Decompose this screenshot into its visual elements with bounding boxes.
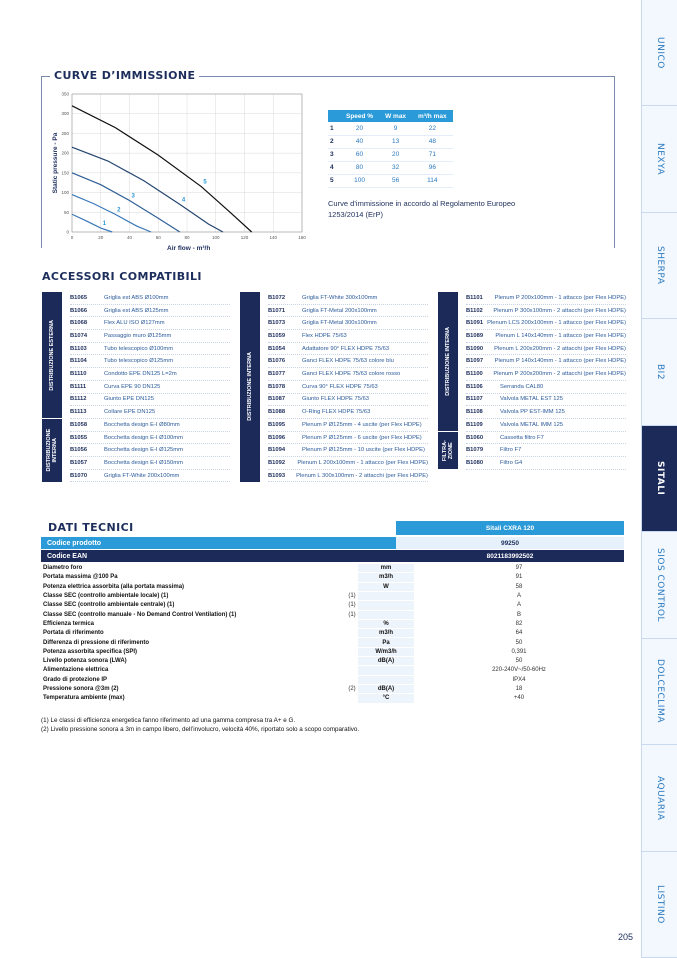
tech-unit: m3/h — [358, 573, 414, 581]
tech-value: IPX4 — [512, 676, 526, 683]
tech-value: A — [516, 593, 521, 600]
y-tick-label: 150 — [61, 170, 69, 176]
accessory-code: B1054 — [268, 345, 286, 352]
accessory-description: Valvola METAL EST 125 — [500, 396, 563, 403]
tab-bi2[interactable] — [642, 319, 677, 425]
category-band — [42, 419, 62, 482]
footnote-1: (1) Le classi di efficienza energetica fanno riferimento ad una gamma compresa tra A+ e G. — [41, 717, 296, 724]
tech-row — [41, 629, 624, 637]
accessory-row — [466, 406, 626, 419]
accessory-code: B1110 — [70, 371, 87, 378]
tech-value: 50 — [515, 658, 523, 665]
category-label: DISTRIBUZIONE INTERNA — [445, 326, 451, 396]
speed-cell: 20 — [379, 148, 412, 161]
series-label: 2 — [117, 207, 121, 214]
accessory-description: Griglia FT-White 300x100mm — [302, 294, 378, 301]
y-tick-label: 50 — [63, 209, 69, 215]
x-tick-label: 120 — [240, 235, 249, 240]
accessory-row — [466, 305, 626, 318]
accessories-title: ACCESSORI COMPATIBILI — [42, 270, 202, 283]
tech-value: 82 — [515, 620, 523, 627]
category-label: FILTRA-ZIONE — [442, 439, 454, 461]
tab-label: AQUARIA — [655, 775, 665, 821]
speed-cell: 40 — [340, 135, 379, 148]
accessory-description: Filtro G4 — [500, 459, 523, 466]
tech-row — [41, 694, 624, 702]
accessory-row — [70, 419, 230, 432]
accessory-code: B1107 — [466, 396, 483, 403]
speed-table-header: Speed % — [340, 110, 379, 122]
tech-value: 220-240V~/50-60Hz — [492, 667, 546, 674]
accessory-row — [70, 406, 230, 419]
accessory-description: Bocchetta design E-I Ø125mm — [104, 447, 183, 454]
accessory-description: Plenum P 200x100mm - 1 attacco (per Flex HDPE) — [494, 294, 626, 301]
model-header: Sitali CXRA 120 — [396, 521, 624, 535]
y-axis-label: Static pressure - Pa — [52, 132, 59, 194]
speed-level: 4 — [328, 161, 340, 174]
accessory-code: B1088 — [268, 409, 286, 416]
accessory-row — [70, 330, 230, 343]
accessory-code: B1090 — [466, 345, 484, 352]
accessory-code: B1056 — [70, 447, 88, 454]
accessory-description: Tubo telescopico Ø100mm — [104, 345, 174, 352]
tab-sherpa[interactable] — [642, 213, 677, 319]
accessory-row — [268, 406, 428, 419]
product-code-label: Codice prodotto — [41, 537, 396, 549]
accessory-code: B1089 — [466, 332, 484, 339]
tech-note: (1) — [348, 593, 356, 600]
accessory-description: Plenum P Ø125mm - 4 uscite (per Flex HDPE) — [302, 421, 422, 428]
tech-label: Diametro foro — [43, 565, 83, 572]
accessory-row — [268, 330, 428, 343]
accessory-row — [268, 457, 428, 470]
tech-unit: mm — [358, 564, 414, 572]
accessory-code: B1074 — [70, 332, 88, 339]
y-tick-label: 350 — [61, 91, 69, 97]
tech-label: Livello potenza sonora (LWA) — [43, 658, 127, 665]
ean-value: 8021183992502 — [396, 550, 624, 562]
accessory-description: Serranda CAL80 — [500, 383, 544, 390]
speed-table-corner — [328, 110, 340, 122]
accessory-description: Plenum P 140x140mm - 1 attacco (per Flex HDPE) — [494, 358, 626, 365]
series-line-5 — [72, 106, 252, 232]
accessory-row — [70, 356, 230, 369]
accessory-row — [70, 381, 230, 394]
speed-table-header: W max — [379, 110, 412, 122]
tech-row — [41, 573, 624, 581]
accessory-description: Griglia est ABS Ø100mm — [104, 294, 169, 301]
accessory-row — [268, 317, 428, 330]
tech-value: 58 — [515, 583, 523, 590]
accessory-row — [70, 457, 230, 470]
accessory-code: B1092 — [268, 459, 286, 466]
accessory-description: Condotto EPE DN125 L=2m — [104, 371, 177, 378]
tech-label: Potenza assorbita specifica (SPI) — [43, 648, 138, 655]
tab-label: DOLCECLIMA — [655, 659, 665, 724]
accessory-description: Cassetta filtro F7 — [500, 434, 544, 441]
tab-sitali[interactable] — [642, 426, 677, 532]
tech-value: 64 — [515, 630, 523, 637]
speed-cell: 20 — [340, 122, 379, 135]
accessory-description: Griglia est ABS Ø125mm — [104, 307, 169, 314]
accessory-row — [70, 470, 230, 483]
speed-cell: 32 — [379, 161, 412, 174]
tech-unit — [358, 676, 414, 684]
speed-level: 5 — [328, 174, 340, 187]
speed-row — [328, 122, 453, 135]
accessory-description: Flex HDPE 75/63 — [302, 332, 347, 339]
accessory-description: Curva 90° FLEX HDPE 75/63 — [302, 383, 378, 390]
footnotes — [41, 716, 359, 734]
tech-label: Potenza elettrica assorbita (alla portata massima) — [43, 583, 185, 590]
tab-label: UNICO — [655, 36, 665, 69]
tech-label: Portata massima @100 Pa — [43, 574, 118, 581]
accessory-description: Passaggio muro Ø125mm — [104, 332, 172, 339]
accessory-code: B1071 — [268, 307, 286, 314]
accessory-code: B1058 — [70, 421, 88, 428]
series-line-2 — [72, 195, 151, 232]
accessory-description: Griglia FT-Metal 300x100mm — [302, 320, 377, 327]
tech-value: A — [516, 602, 521, 609]
speed-row — [328, 161, 453, 174]
tech-title: DATI TECNICI — [48, 521, 134, 534]
tab-label: LISTINO — [655, 884, 665, 924]
accessory-description: Plenum LCS 200x100mm - 1 attacco (per Flex HDPE) — [487, 320, 626, 327]
tab-label: BI2 — [655, 364, 665, 381]
tech-row — [41, 620, 624, 628]
accessory-code: B1072 — [268, 294, 286, 301]
accessory-description: Plenum P 200x200mm - 2 attacchi (per Flex HDPE) — [493, 371, 626, 378]
accessory-code: B1112 — [70, 396, 87, 403]
accessory-row — [466, 419, 626, 432]
tech-row — [41, 611, 624, 619]
accessory-description: Curva EPE 90 DN125 — [104, 383, 161, 390]
tech-unit: Pa — [358, 638, 414, 646]
accessory-code: B1073 — [268, 320, 286, 327]
tab-label: SIOS CONTROL — [655, 547, 665, 622]
tech-label: Pressione sonora @3m (2) — [43, 686, 119, 693]
accessory-row — [268, 381, 428, 394]
accessory-code: B1103 — [70, 345, 87, 352]
x-tick-label: 0 — [70, 235, 74, 240]
accessory-description: O-Ring FLEX HDPE 75/63 — [302, 409, 371, 416]
accessory-row — [268, 394, 428, 407]
tab-dolceclima[interactable] — [642, 639, 677, 745]
tech-unit — [358, 666, 414, 674]
accessory-description: Giunto EPE DN125 — [104, 396, 154, 403]
accessory-description: Plenum P Ø125mm - 10 uscite (per Flex HDPE) — [302, 447, 425, 454]
tab-label: SITALI — [655, 461, 665, 496]
tech-unit: W — [358, 583, 414, 591]
accessory-row — [268, 419, 428, 432]
tech-label: Grado di protezione IP — [43, 676, 108, 683]
tech-row — [41, 657, 624, 665]
accessory-row — [466, 343, 626, 356]
accessory-description: Tubo telescopico Ø125mm — [104, 358, 174, 365]
y-tick-label: 200 — [61, 150, 69, 156]
accessory-code: B1079 — [466, 447, 484, 454]
accessory-code: B1106 — [466, 383, 483, 390]
series-line-4 — [72, 147, 223, 232]
accessory-description: Bocchetta design E-I Ø150mm — [104, 459, 183, 466]
x-tick-label: 80 — [184, 235, 190, 240]
category-label: DISTRIBUZIONE ESTERNA — [49, 319, 55, 391]
tech-label: Differenza di pressione di riferimento — [43, 639, 150, 646]
accessory-row — [268, 368, 428, 381]
accessory-description: Filtro F7 — [500, 447, 522, 454]
tech-row — [41, 648, 624, 656]
tech-label: Classe SEC (controllo ambientale centrale) (1) — [43, 602, 175, 609]
speed-cell: 13 — [379, 135, 412, 148]
accessory-row — [466, 292, 626, 305]
speed-cell: 114 — [412, 174, 453, 187]
speed-cell: 9 — [379, 122, 412, 135]
accessory-code: B1059 — [268, 332, 286, 339]
tab-listino[interactable] — [642, 852, 677, 958]
accessory-description: Griglia FT-White 200x100mm — [104, 472, 180, 479]
accessory-code: B1104 — [70, 358, 87, 365]
accessory-code: B1065 — [70, 294, 88, 301]
accessory-description: Adattatore 90° FLEX HDPE 75/63 — [302, 345, 390, 352]
tech-value: 18 — [515, 686, 523, 693]
tech-note: (1) — [348, 602, 356, 609]
footnote-2: (2) Livello pressione sonora a 3m in campo libero, dell’involucro, velocità 40%, riportato solo a scopo comparativo. — [41, 726, 360, 733]
accessory-code: B1066 — [70, 307, 88, 314]
accessory-code: B1101 — [466, 294, 483, 301]
tech-value: +40 — [513, 695, 525, 702]
accessory-description: Valvola METAL IMM 125 — [500, 421, 564, 428]
speed-level: 3 — [328, 148, 340, 161]
tab-sios-control[interactable] — [642, 532, 677, 638]
accessory-description: Bocchetta design E-I Ø100mm — [104, 434, 183, 441]
tech-row — [41, 583, 624, 591]
accessory-description: Plenum L 200x200mm - 2 attacchi (per Flex HDPE) — [494, 345, 626, 352]
tech-unit — [358, 611, 414, 619]
accessory-row — [466, 432, 626, 445]
accessory-code: B1108 — [466, 409, 483, 416]
accessory-row — [70, 394, 230, 407]
category-band — [42, 292, 62, 418]
tech-row — [41, 676, 624, 684]
curve-title: CURVE D’IMMISSIONE — [50, 69, 199, 82]
series-label: 4 — [181, 197, 186, 204]
speed-level: 2 — [328, 135, 340, 148]
accessory-row — [466, 330, 626, 343]
x-tick-label: 160 — [298, 235, 306, 240]
accessory-row — [268, 470, 428, 483]
accessory-description: Plenum L 140x140mm - 1 attacco (per Flex HDPE) — [495, 332, 626, 339]
tech-unit — [358, 601, 414, 609]
accessory-row — [466, 368, 626, 381]
accessory-code: B1097 — [466, 358, 484, 365]
accessory-code: B1109 — [466, 421, 483, 428]
x-tick-label: 140 — [269, 235, 278, 240]
tech-unit: % — [358, 620, 414, 628]
y-tick-label: 250 — [61, 130, 69, 136]
x-axis-label: Air flow - m³/h — [167, 245, 211, 252]
category-label: DISTRIBUZIONE INTERNA — [247, 352, 253, 422]
accessory-row — [70, 317, 230, 330]
tech-label: Classe SEC (controllo manuale - No Demand Control Ventilation) (1) — [43, 611, 237, 618]
ean-label: Codice EAN — [41, 550, 396, 562]
accessory-description: Plenum P 300x100mm - 2 attacchi (per Flex HDPE) — [493, 307, 626, 314]
speed-row — [328, 148, 453, 161]
tech-note: (1) — [348, 611, 356, 618]
accessory-description: Griglia FT-Metal 200x100mm — [302, 307, 377, 314]
x-tick-label: 100 — [211, 235, 220, 240]
tech-row — [41, 638, 624, 646]
speed-cell: 56 — [379, 174, 412, 187]
speed-cell: 100 — [340, 174, 379, 187]
accessory-description: Flex ALU ISO Ø127mm — [104, 320, 165, 327]
tech-value: 0,391 — [511, 648, 527, 655]
accessory-code: B1093 — [268, 472, 286, 479]
category-label: DISTRIBUZIONE INTERNA — [46, 428, 58, 472]
accessory-description: Plenum L 300x100mm - 2 attacchi (per Flex HDPE) — [296, 472, 428, 479]
tech-label: Alimentazione elettrica — [43, 667, 109, 674]
page-number: 205 — [618, 932, 634, 942]
category-band — [240, 292, 260, 482]
category-band — [438, 432, 458, 469]
speed-cell: 80 — [340, 161, 379, 174]
tech-unit: dB(A) — [358, 657, 414, 665]
x-tick-label: 60 — [155, 235, 161, 240]
accessory-row — [70, 292, 230, 305]
y-tick-label: 300 — [61, 111, 69, 117]
tech-value: 97 — [515, 565, 523, 572]
accessory-code: B1091 — [466, 320, 484, 327]
x-tick-label: 40 — [126, 235, 133, 240]
accessory-code: B1102 — [466, 307, 483, 314]
y-tick-label: 0 — [66, 229, 69, 235]
accessory-description: Ganci FLEX HDPE 75/63 colore blu — [302, 358, 394, 365]
tech-value: 50 — [515, 639, 523, 646]
series-label: 5 — [203, 179, 207, 186]
accessory-code: B1087 — [268, 396, 286, 403]
accessory-description: Collare EPE DN125 — [104, 409, 156, 416]
accessory-row — [70, 444, 230, 457]
accessory-row — [268, 432, 428, 445]
accessory-code: B1077 — [268, 371, 286, 378]
accessory-code: B1057 — [70, 459, 88, 466]
tab-aquaria[interactable] — [642, 745, 677, 851]
tech-label: Efficienza termica — [43, 620, 95, 627]
accessory-description: Valvola PP EST-IMM 125 — [500, 409, 565, 416]
tech-row — [41, 592, 624, 600]
tech-row — [41, 666, 624, 674]
tab-label: SHERPA — [655, 246, 665, 285]
speed-table-header: m³/h max — [412, 110, 453, 122]
tech-note: (2) — [348, 686, 356, 693]
speed-row — [328, 135, 453, 148]
accessory-code: B1100 — [466, 371, 483, 378]
tech-unit: dB(A) — [358, 685, 414, 693]
accessory-description: Plenum P Ø125mm - 6 uscite (per Flex HDPE) — [302, 434, 422, 441]
series-label: 3 — [131, 193, 135, 200]
accessory-row — [268, 444, 428, 457]
accessory-row — [268, 356, 428, 369]
accessory-code: B1076 — [268, 358, 286, 365]
section-tabs — [641, 0, 677, 958]
tab-nexya[interactable] — [642, 106, 677, 212]
series-line-3 — [72, 173, 180, 232]
tech-row — [41, 564, 624, 572]
tech-unit: W/m3/h — [358, 648, 414, 656]
tab-unico[interactable] — [642, 0, 677, 106]
tech-value: 91 — [515, 574, 523, 581]
accessory-code: B1111 — [70, 383, 87, 390]
accessory-code: B1060 — [466, 434, 484, 441]
tech-row — [41, 685, 624, 693]
tech-unit: °C — [358, 694, 414, 702]
y-tick-label: 100 — [61, 190, 69, 196]
accessory-code: B1095 — [268, 421, 286, 428]
accessory-row — [466, 457, 626, 470]
tab-label: NEXYA — [655, 143, 665, 176]
tech-value: B — [516, 611, 521, 618]
accessory-code: B1068 — [70, 320, 88, 327]
speed-cell: 22 — [412, 122, 453, 135]
accessory-description: Plenum L 200x100mm - 1 attacco (per Flex HDPE) — [297, 459, 428, 466]
accessory-row — [466, 356, 626, 369]
accessory-row — [466, 394, 626, 407]
accessory-code: B1080 — [466, 459, 484, 466]
curve-note: Curve d’immissione in accordo al Regolamento Europeo 1253/2014 (ErP) — [328, 199, 516, 219]
accessory-row — [70, 343, 230, 356]
accessory-description: Ganci FLEX HDPE 75/63 colore rosso — [302, 371, 401, 378]
tech-label: Portata di riferimento — [43, 630, 104, 637]
accessory-row — [466, 317, 626, 330]
accessory-code: B1096 — [268, 434, 286, 441]
tech-row — [41, 601, 624, 609]
speed-row — [328, 174, 453, 187]
airflow-chart — [50, 88, 320, 253]
tech-unit: m3/h — [358, 629, 414, 637]
accessory-row — [268, 305, 428, 318]
accessory-row — [268, 292, 428, 305]
series-line-1 — [72, 214, 112, 232]
category-band — [438, 292, 458, 431]
speed-cell: 96 — [412, 161, 453, 174]
tech-label: Temperatura ambiente (max) — [43, 695, 125, 702]
accessory-code: B1094 — [268, 447, 286, 454]
tech-label: Classe SEC (controllo ambientale locale) (1) — [43, 593, 169, 600]
accessory-row — [466, 381, 626, 394]
accessory-row — [268, 343, 428, 356]
speed-cell: 48 — [412, 135, 453, 148]
accessory-row — [70, 305, 230, 318]
product-code-value: 99250 — [396, 537, 624, 549]
accessory-code: B1113 — [70, 409, 87, 416]
accessory-description: Giunto FLEX HDPE 75/63 — [302, 396, 370, 403]
series-label: 1 — [102, 221, 107, 228]
x-tick-label: 20 — [98, 235, 104, 240]
accessory-code: B1055 — [70, 434, 88, 441]
speed-table — [328, 110, 453, 188]
accessory-code: B1078 — [268, 383, 286, 390]
accessory-code: B1070 — [70, 472, 88, 479]
accessory-description: Bocchetta design E-I Ø80mm — [104, 421, 180, 428]
speed-cell: 60 — [340, 148, 379, 161]
tech-unit — [358, 592, 414, 600]
speed-cell: 71 — [412, 148, 453, 161]
speed-level: 1 — [328, 122, 340, 135]
accessory-row — [70, 432, 230, 445]
accessory-row — [70, 368, 230, 381]
accessory-row — [466, 444, 626, 457]
